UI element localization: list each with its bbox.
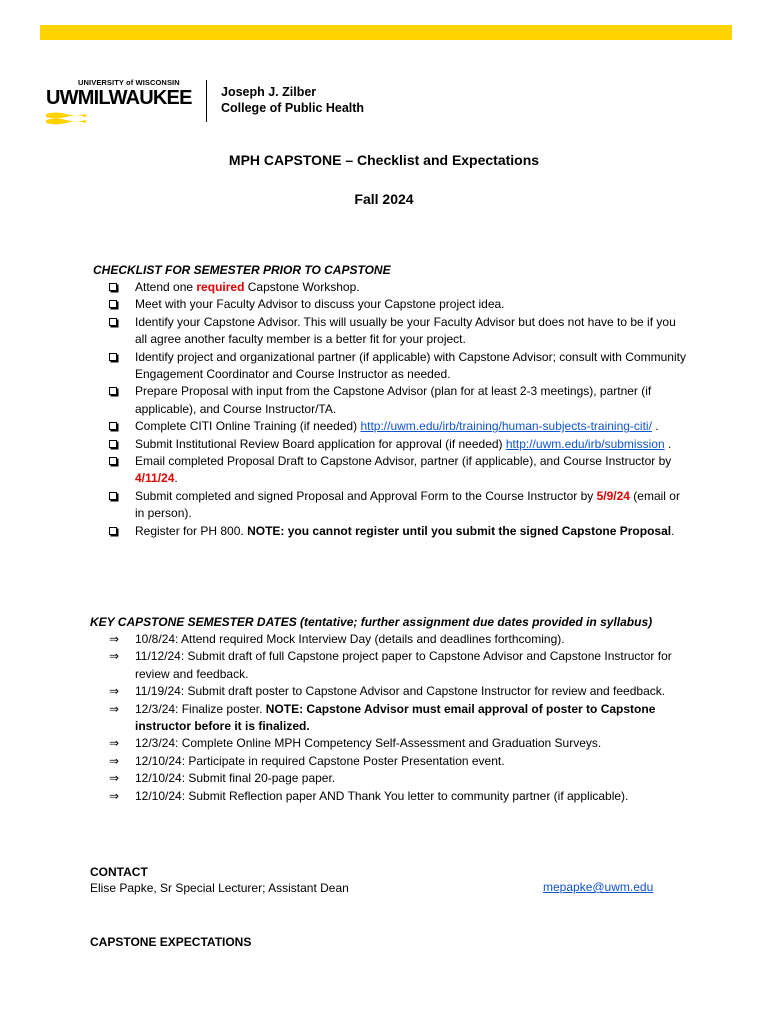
list-item bbox=[109, 436, 689, 453]
dates-heading: KEY CAPSTONE SEMESTER DATES (tentative; further assignment due dates provided in syllabus) bbox=[90, 615, 653, 629]
checkbox-icon bbox=[109, 453, 129, 470]
checkbox-icon bbox=[109, 436, 129, 453]
item-highlight: 4/11/24 bbox=[135, 471, 175, 486]
item-link[interactable]: http://uwm.edu/irb/submission bbox=[505, 436, 665, 451]
arrow-icon: ⇒ bbox=[109, 632, 120, 646]
header-divider bbox=[206, 80, 207, 122]
contact-heading: CONTACT bbox=[90, 865, 148, 879]
item-text-end: (email or in person). bbox=[135, 488, 680, 521]
item-highlight: required bbox=[196, 280, 245, 294]
checkbox-icon bbox=[109, 279, 129, 296]
logo-stripes-icon bbox=[46, 111, 86, 125]
list-item bbox=[109, 279, 689, 296]
item-text: 12/3/24: Finalize poster. bbox=[135, 701, 266, 716]
checkbox-icon bbox=[109, 488, 129, 505]
list-item bbox=[109, 453, 689, 488]
item-text: Submit completed and signed Proposal and Approval Form to the Course Instructor by bbox=[135, 488, 597, 503]
item-text: 12/10/24: Submit Reflection paper AND Thank You letter to community partner (if applicable). bbox=[135, 788, 629, 803]
item-text: Submit Institutional Review Board application for approval (if needed) bbox=[135, 436, 506, 451]
item-text: 11/19/24: Submit draft poster to Capstone Advisor and Capstone Instructor for review and feedback. bbox=[135, 684, 666, 699]
college-name-line1: Joseph J. Zilber bbox=[221, 85, 317, 99]
dates-list bbox=[109, 631, 689, 805]
list-item bbox=[109, 770, 689, 787]
arrow-icon: ⇒ bbox=[109, 684, 120, 699]
item-text: 11/12/24: Submit draft of full Capstone project paper to Capstone Advisor and Capstone Instructor for review and feedback. bbox=[135, 649, 672, 681]
item-text: Complete CITI Online Training (if needed) bbox=[135, 419, 361, 434]
item-text: 12/10/24: Participate in required Capstone Poster Presentation event. bbox=[135, 753, 505, 768]
item-text: Attend one bbox=[135, 280, 197, 294]
checkbox-icon bbox=[109, 349, 129, 366]
list-item bbox=[109, 683, 689, 700]
checkbox-icon bbox=[109, 314, 129, 331]
list-item bbox=[109, 648, 689, 683]
checklist bbox=[109, 279, 689, 540]
checkbox-icon bbox=[109, 418, 129, 435]
uwm-logo bbox=[46, 78, 196, 124]
arrow-icon: ⇒ bbox=[109, 788, 120, 803]
item-highlight: 5/9/24 bbox=[596, 488, 630, 503]
college-name-line2: College of Public Health bbox=[221, 101, 365, 115]
college-name bbox=[221, 84, 364, 116]
list-item bbox=[109, 788, 689, 805]
arrow-icon: ⇒ bbox=[109, 701, 120, 716]
list-item bbox=[109, 631, 689, 648]
item-text: Identify project and organizational partner (if applicable) with Capstone Advisor; consult with Community Engagement Coordinator and Course Instructor as needed. bbox=[135, 349, 686, 382]
item-text-end: . bbox=[664, 436, 672, 451]
checkbox-icon bbox=[109, 383, 129, 400]
item-text: Register for PH 800. bbox=[135, 523, 248, 538]
list-item bbox=[109, 314, 689, 349]
item-text: Meet with your Faculty Advisor to discuss your Capstone project idea. bbox=[135, 297, 505, 312]
arrow-icon: ⇒ bbox=[109, 753, 120, 768]
item-text: Prepare Proposal with input from the Capstone Advisor (plan for at least 2-3 meetings), partner (if applicable), and Course Instructor/TA. bbox=[135, 384, 652, 416]
checkbox-icon bbox=[109, 523, 129, 540]
item-note: NOTE: you cannot register until you submit the signed Capstone Proposal bbox=[247, 523, 672, 538]
item-text: 12/10/24: Submit final 20-page paper. bbox=[135, 771, 336, 786]
item-note: NOTE: Capstone Advisor must email approval of poster to Capstone instructor before it is finalized. bbox=[135, 701, 656, 734]
contact-email-link[interactable]: mepapke@uwm.edu bbox=[543, 880, 654, 894]
item-text-end: Capstone Workshop. bbox=[244, 280, 360, 294]
list-item bbox=[109, 753, 689, 770]
checkbox-icon bbox=[109, 296, 129, 313]
checklist-heading: CHECKLIST FOR SEMESTER PRIOR TO CAPSTONE bbox=[93, 263, 391, 277]
item-text: Identify your Capstone Advisor. This will usually be your Faculty Advisor but does not have to be if you all agree another faculty member is a better fit for your project. bbox=[135, 314, 676, 347]
item-text: Email completed Proposal Draft to Capstone Advisor, partner (if applicable), and Course Instructor by bbox=[135, 454, 672, 469]
logo-university-text: UNIVERSITY of WISCONSIN bbox=[78, 78, 180, 87]
list-item bbox=[109, 735, 689, 752]
item-text-end: . bbox=[651, 419, 659, 434]
contact-name: Elise Papke, Sr Special Lecturer; Assistant Dean bbox=[90, 881, 349, 895]
document-title: MPH CAPSTONE – Checklist and Expectations bbox=[228, 152, 540, 168]
list-item bbox=[109, 488, 689, 523]
arrow-icon: ⇒ bbox=[109, 771, 120, 786]
arrow-icon: ⇒ bbox=[109, 736, 120, 751]
brand-color-bar bbox=[40, 25, 732, 40]
item-link[interactable]: http://uwm.edu/irb/training/human-subjects-training-citi/ bbox=[360, 419, 652, 434]
arrow-icon: ⇒ bbox=[109, 649, 120, 664]
list-item bbox=[109, 701, 689, 736]
list-item bbox=[109, 349, 689, 384]
item-text-end: . bbox=[174, 471, 178, 486]
item-text: 10/8/24: Attend required Mock Interview Day (details and deadlines forthcoming). bbox=[135, 632, 565, 646]
list-item bbox=[109, 296, 689, 313]
document-term: Fall 2024 bbox=[354, 191, 414, 207]
list-item bbox=[109, 523, 689, 540]
list-item bbox=[109, 418, 689, 435]
logo-milwaukee-text: UWMILWAUKEE bbox=[46, 87, 192, 109]
list-item bbox=[109, 383, 689, 418]
item-text: 12/3/24: Complete Online MPH Competency Self-Assessment and Graduation Surveys. bbox=[135, 736, 602, 751]
expectations-heading: CAPSTONE EXPECTATIONS bbox=[90, 935, 252, 949]
item-text-end: . bbox=[671, 523, 675, 538]
